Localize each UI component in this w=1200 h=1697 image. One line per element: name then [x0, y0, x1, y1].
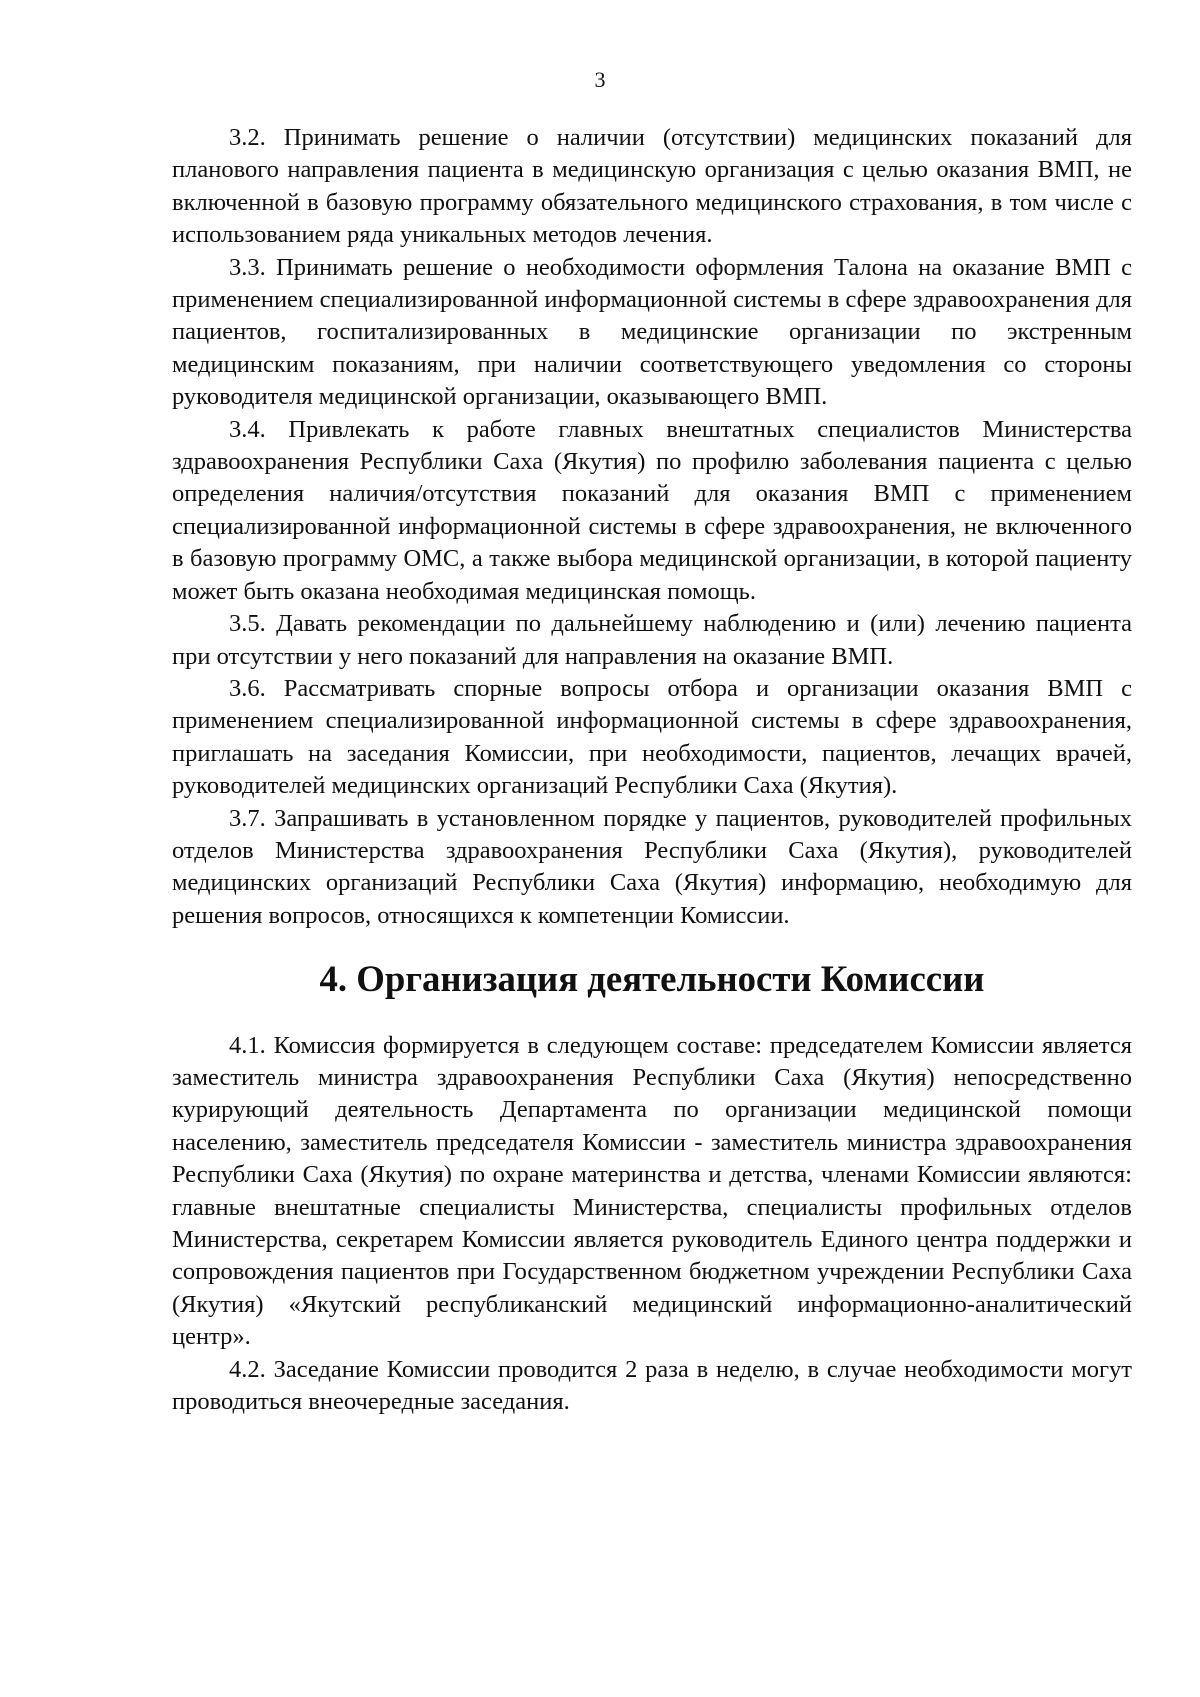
paragraph-3-7: 3.7. Запрашивать в установленном порядке у пациентов, руководителей профильных отделов Министерства здравоохранения Республики Саха (Якутия), руководителей медицинских организаций Республики Саха (Якутия) информацию, необходимую для решения вопросов, относящихся к компетенции Комиссии.	[172, 804, 1132, 929]
paragraph-3-6: 3.6. Рассматривать спорные вопросы отбора и организации оказания ВМП с применением специализированной информационной системы в сфере здравоохранения, приглашать на заседания Комиссии, при необходимости, пациентов, лечащих врачей, руководителей медицинских организаций Республики Саха (Якутия).	[172, 674, 1132, 800]
paragraph-3-5: 3.5. Давать рекомендации по дальнейшему наблюдению и (или) лечению пациента при отсутствии у него показаний для направления на оказание ВМП.	[172, 610, 1132, 670]
paragraph-3-4: 3.4. Привлекать к работе главных внештатных специалистов Министерства здравоохранения Республики Саха (Якутия) по профилю заболевания пациента с целью определения наличия/отсутствия показаний для оказания ВМП с применением специализированной информационной системы в сфере здравоохранения, не включенного в базовую программу ОМС, а также выбора медицинской организации, в которой пациенту может быть оказана необходимая медицинская помощь.	[172, 415, 1132, 605]
paragraph-3-2: 3.2. Принимать решение о наличии (отсутствии) медицинских показаний для планового направления пациента в медицинскую организация с целью оказания ВМП, не включенной в базовую программу обязательного медицинского страхования, в том числе с использованием ряда уникальных методов лечения.	[172, 124, 1132, 249]
paragraph-4-2: 4.2. Заседание Комиссии проводится 2 раза в неделю, в случае необходимости могут проводиться внеочередные заседания.	[172, 1355, 1132, 1416]
paragraph-3-3: 3.3. Принимать решение о необходимости оформления Талона на оказание ВМП с применением специализированной информационной системы в сфере здравоохранения для пациентов, госпитализированных в медицинские организации по экстренным медицинским показаниям, при наличии соответствующего уведомления со стороны руководителя медицинской организации, оказывающего ВМП.	[172, 253, 1132, 411]
document-body	[172, 122, 1132, 1418]
section-heading: 4. Организация деятельности Комиссии	[319, 958, 985, 1000]
paragraph-4-1: 4.1. Комиссия формируется в следующем составе: председателем Комиссии является заместитель министра здравоохранения Республики Саха (Якутия) непосредственно курирующий деятельность Департамента по организации медицинской помощи населению, заместитель председателя Комиссии - заместитель министра здравоохранения Республики Саха (Якутия) по охране материнства и детства, членами Комиссии являются: главные внештатные специалисты Министерства, специалисты профильных отделов Министерства, секретарем Комиссии является руководитель Единого центра поддержки и сопровождения пациентов при Государственном бюджетном учреждении Республики Саха (Якутия) «Якутский республиканский медицинский информационно-аналитический центр».	[172, 1031, 1132, 1351]
page-number: 3	[594, 67, 606, 92]
